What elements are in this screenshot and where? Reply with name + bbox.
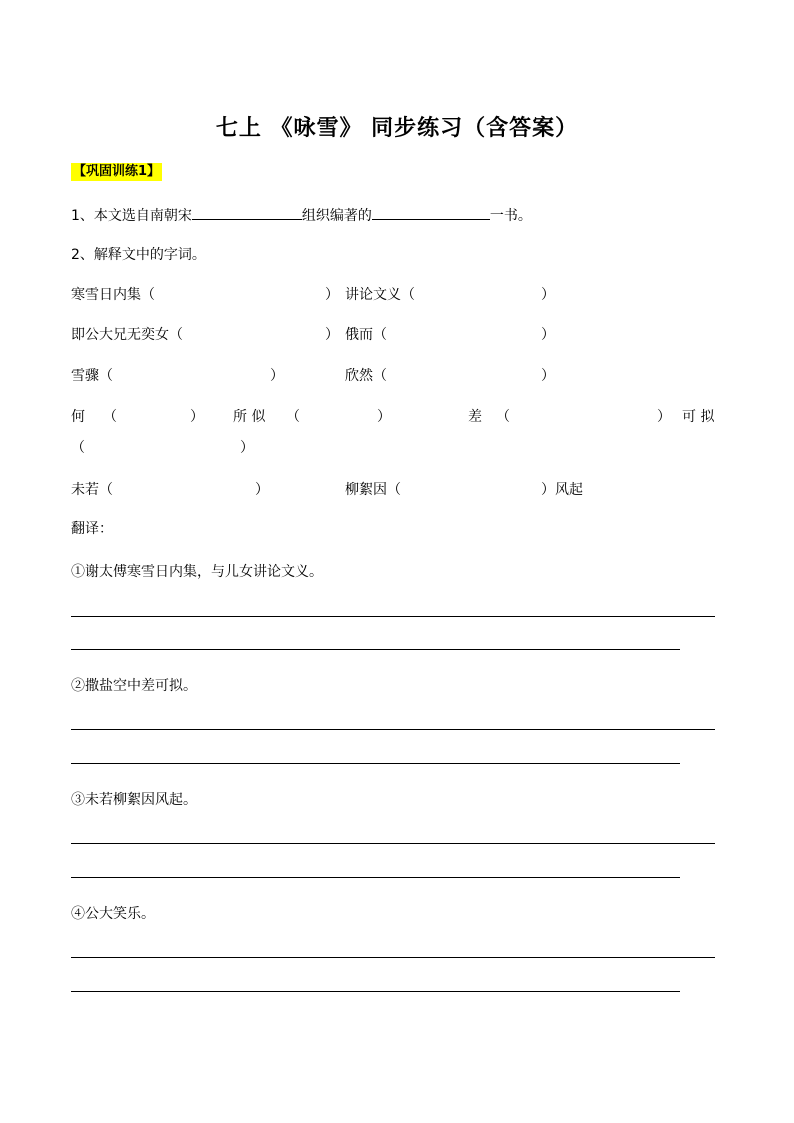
answer-line[interactable]: [71, 649, 680, 650]
answer-line[interactable]: [71, 763, 680, 764]
term-label: 柳絮因（: [345, 482, 401, 498]
term-close-paren: ）: [377, 409, 391, 425]
term-close-paren: ）: [240, 440, 254, 456]
page-title: 七上 《咏雪》 同步练习（含答案）: [215, 115, 579, 141]
term-close-paren: ）: [541, 287, 555, 303]
term-label: 即公大兄无奕女（: [71, 327, 183, 343]
term-close-paren: ）: [190, 409, 204, 425]
answer-line[interactable]: [71, 991, 680, 992]
question-1: [71, 205, 532, 225]
answer-blank[interactable]: [192, 205, 302, 220]
answer-line[interactable]: [71, 616, 715, 617]
term-label: 雪骤（: [71, 368, 113, 384]
term-label: 讲论文义（: [345, 287, 415, 303]
term-open-paren: （: [496, 409, 510, 425]
translate-label: 翻译：: [71, 521, 113, 537]
question-1-prefix: 1、本文选自南朝宋: [71, 208, 192, 224]
term-close-paren: ）: [541, 327, 555, 343]
term-label: 何: [71, 409, 85, 425]
translate-item: ③未若柳絮因风起。: [71, 792, 197, 808]
translate-item: ②撒盐空中差可拟。: [71, 678, 197, 694]
term-close-paren-with-text: ）风起: [541, 482, 583, 498]
answer-blank[interactable]: [372, 205, 490, 220]
term-label: 寒雪日内集（: [71, 287, 155, 303]
term-close-paren: ）: [255, 482, 269, 498]
term-open-paren: （: [103, 409, 117, 425]
term-label: 差: [468, 409, 482, 425]
term-close-paren: ）: [325, 287, 339, 303]
question-2: 2、解释文中的字词。: [71, 247, 206, 263]
term-label: 俄而（: [345, 327, 387, 343]
question-1-middle: 组织编著的: [301, 208, 372, 224]
term-close-paren: ）: [325, 327, 339, 343]
term-label: 欣然（: [345, 368, 387, 384]
term-label: 所 似: [233, 409, 266, 425]
answer-line[interactable]: [71, 957, 715, 958]
term-open-paren: （: [286, 409, 300, 425]
answer-line[interactable]: [71, 729, 715, 730]
term-close-paren: ）: [270, 368, 284, 384]
term-close-paren: ）: [541, 368, 555, 384]
term-open-paren: （: [71, 440, 85, 456]
term-label: 可 拟: [682, 409, 715, 425]
term-close-paren: ）: [657, 409, 671, 425]
term-label: 未若（: [71, 482, 113, 498]
answer-line[interactable]: [71, 843, 715, 844]
answer-line[interactable]: [71, 877, 680, 878]
section-label: 【巩固训练1】: [73, 164, 161, 179]
question-1-suffix: 一书。: [489, 208, 532, 224]
translate-item: ①谢太傅寒雪日内集，与儿女讲论文义。: [71, 564, 323, 580]
translate-item: ④公大笑乐。: [71, 906, 155, 922]
